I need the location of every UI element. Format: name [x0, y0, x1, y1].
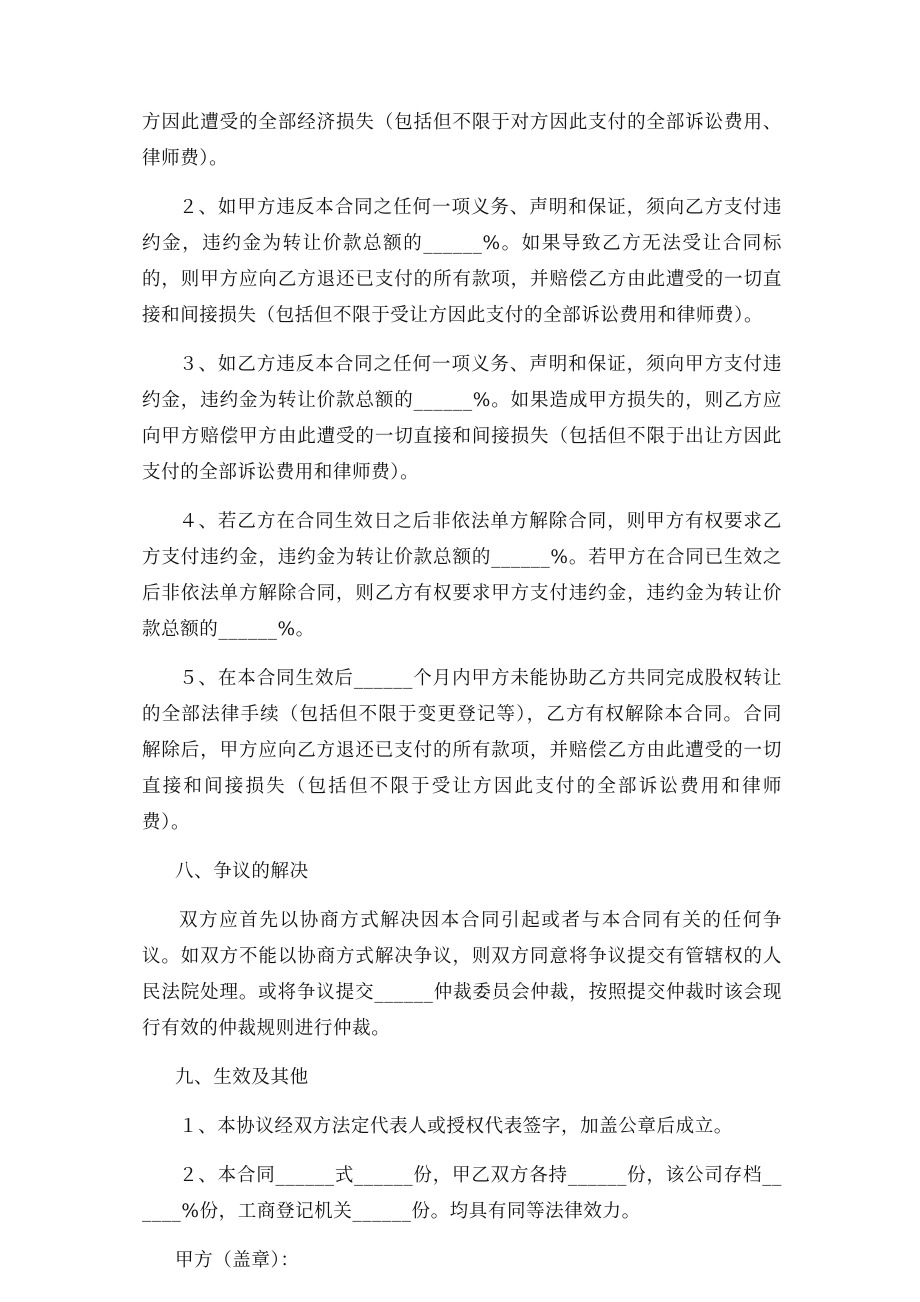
section-8-heading: 八、争议的解决: [175, 861, 309, 882]
clause-4-paragraph: ４、若乙方在合同生效日之后非依法单方解除合同，则甲方有权要求乙方支付违约金，违约金为转让价款总额的______%。若甲方在合同已生效之后非依法单方解除合同，则乙方有权要求甲方支付违约金，违约金为转让价款总额的______%。: [142, 511, 782, 640]
dispute-resolution-paragraph: 双方应首先以协商方式解决因本合同引起或者与本合同有关的任何争议。如双方不能以协商方式解决争议，则双方同意将争议提交有管辖权的人民法院处理。或将争议提交______仲裁委员会仲裁，按照提交仲裁时该会现行有效的仲裁规则进行仲裁。: [142, 910, 782, 1039]
paragraph-continuation: 方因此遭受的全部经济损失（包括但不限于对方因此支付的全部诉讼费用、律师费）。: [142, 112, 782, 169]
clause-3-paragraph: ３、如乙方违反本合同之任何一项义务、声明和保证，须向甲方支付违约金，违约金为转让价款总额的______%。如果造成甲方损失的，则乙方应向甲方赔偿甲方由此遭受的一切直接和间接损失（包括但不限于出让方因此支付的全部诉讼费用和律师费）。: [142, 354, 782, 483]
clause-5-paragraph: ５、在本合同生效后______个月内甲方未能协助乙方共同完成股权转让的全部法律手续（包括但不限于变更登记等），乙方有权解除本合同。合同解除后，甲方应向乙方退还已支付的所有款项，并赔偿乙方由此遭受的一切直接和间接损失（包括但不限于受让方因此支付的全部诉讼费用和律师费）。: [142, 668, 782, 833]
clause-2-paragraph: ２、如甲方违反本合同之任何一项义务、声明和保证，须向乙方支付违约金，违约金为转让价款总额的______%。如果导致乙方无法受让合同标的，则甲方应向乙方退还已支付的所有款项，并赔偿乙方由此遭受的一切直接和间接损失（包括但不限于受让方因此支付的全部诉讼费用和律师费）。: [142, 197, 782, 326]
effect-clause-1-paragraph: １、本协议经双方法定代表人或授权代表签字，加盖公章后成立。: [179, 1116, 733, 1137]
party-a-seal-label: 甲方（盖章）：: [175, 1250, 300, 1271]
effect-clause-2-paragraph: ２、本合同______式______份，甲乙双方各持______份，该公司存档______%份，工商登记机关______份。均具有同等法律效力。: [142, 1165, 782, 1222]
section-9-heading: 九、生效及其他: [175, 1067, 309, 1088]
